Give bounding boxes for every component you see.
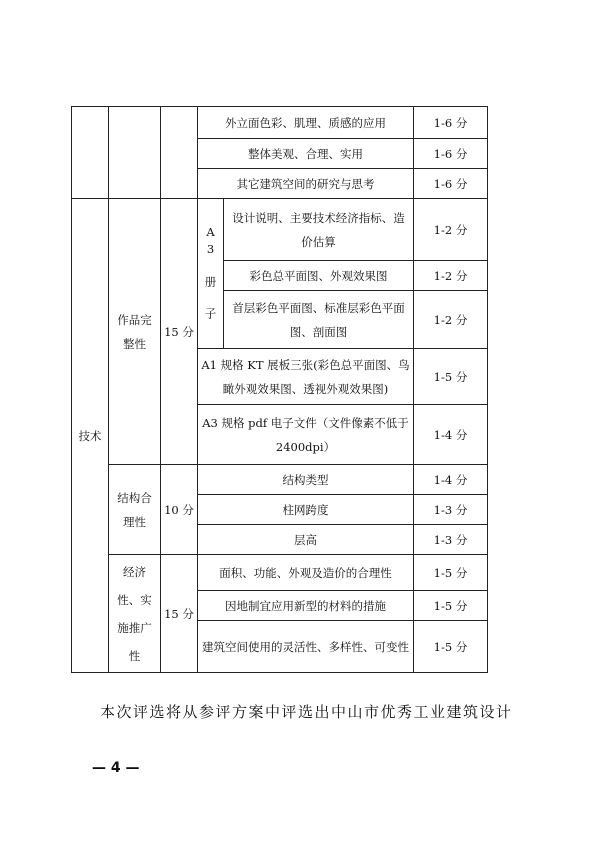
group-weight-completeness: 15 分 bbox=[161, 199, 198, 465]
criterion-cell: 因地制宜应用新型的材料的措施 bbox=[198, 591, 414, 621]
score-cell: 1-6 分 bbox=[414, 107, 488, 139]
score-cell: 1-3 分 bbox=[414, 495, 488, 525]
score-cell: 1-6 分 bbox=[414, 139, 488, 169]
group-title-completeness: 作品完整性 bbox=[109, 199, 161, 465]
score-cell: 1-5 分 bbox=[414, 591, 488, 621]
group-weight-structure: 10 分 bbox=[161, 465, 198, 555]
criterion-cell: 层高 bbox=[198, 525, 414, 555]
subcategory-cell-continued bbox=[109, 107, 161, 199]
score-cell: 1-4 分 bbox=[414, 405, 488, 465]
table-row bbox=[72, 555, 488, 591]
criterion-cell: A1 规格 KT 展板三张(彩色总平面图、鸟瞰外观效果图、透视外观效果图) bbox=[198, 349, 414, 405]
category-cell-continued bbox=[72, 107, 109, 199]
criterion-cell: 柱网跨度 bbox=[198, 495, 414, 525]
criterion-cell: 设计说明、主要技术经济指标、造价估算 bbox=[224, 199, 414, 261]
score-cell: 1-3 分 bbox=[414, 525, 488, 555]
criterion-cell: 彩色总平面图、外观效果图 bbox=[224, 261, 414, 291]
table-row bbox=[72, 107, 488, 139]
criterion-cell: 首层彩色平面图、标准层彩色平面图、剖面图 bbox=[224, 291, 414, 349]
body-paragraph: 本次评选将从参评方案中评选出中山市优秀工业建筑设计 bbox=[100, 703, 513, 721]
table-row bbox=[72, 199, 488, 261]
criterion-cell: 其它建筑空间的研究与思考 bbox=[198, 169, 414, 199]
criterion-cell: 建筑空间使用的灵活性、多样性、可变性 bbox=[198, 621, 414, 673]
score-cell: 1-2 分 bbox=[414, 199, 488, 261]
criterion-cell: 面积、功能、外观及造价的合理性 bbox=[198, 555, 414, 591]
page-number: — 4 — bbox=[92, 760, 140, 776]
score-cell: 1-2 分 bbox=[414, 261, 488, 291]
a3-booklet-label: A3 册 子 bbox=[198, 199, 224, 349]
score-cell: 1-5 分 bbox=[414, 349, 488, 405]
score-cell: 1-5 分 bbox=[414, 555, 488, 591]
weight-cell-continued bbox=[161, 107, 198, 199]
criterion-cell: 结构类型 bbox=[198, 465, 414, 495]
category-cell: 技术 bbox=[72, 199, 109, 673]
score-cell: 1-6 分 bbox=[414, 169, 488, 199]
criterion-cell: 外立面色彩、肌理、质感的应用 bbox=[198, 107, 414, 139]
score-cell: 1-2 分 bbox=[414, 291, 488, 349]
scoring-table bbox=[71, 106, 488, 673]
group-weight-economy: 15 分 bbox=[161, 555, 198, 673]
criterion-cell: A3 规格 pdf 电子文件（文件像素不低于 2400dpi） bbox=[198, 405, 414, 465]
score-cell: 1-4 分 bbox=[414, 465, 488, 495]
score-cell: 1-5 分 bbox=[414, 621, 488, 673]
criterion-cell: 整体美观、合理、实用 bbox=[198, 139, 414, 169]
table-row bbox=[72, 465, 488, 495]
group-title-structure: 结构合理性 bbox=[109, 465, 161, 555]
group-title-economy: 经济性、实施推广性 bbox=[109, 555, 161, 673]
